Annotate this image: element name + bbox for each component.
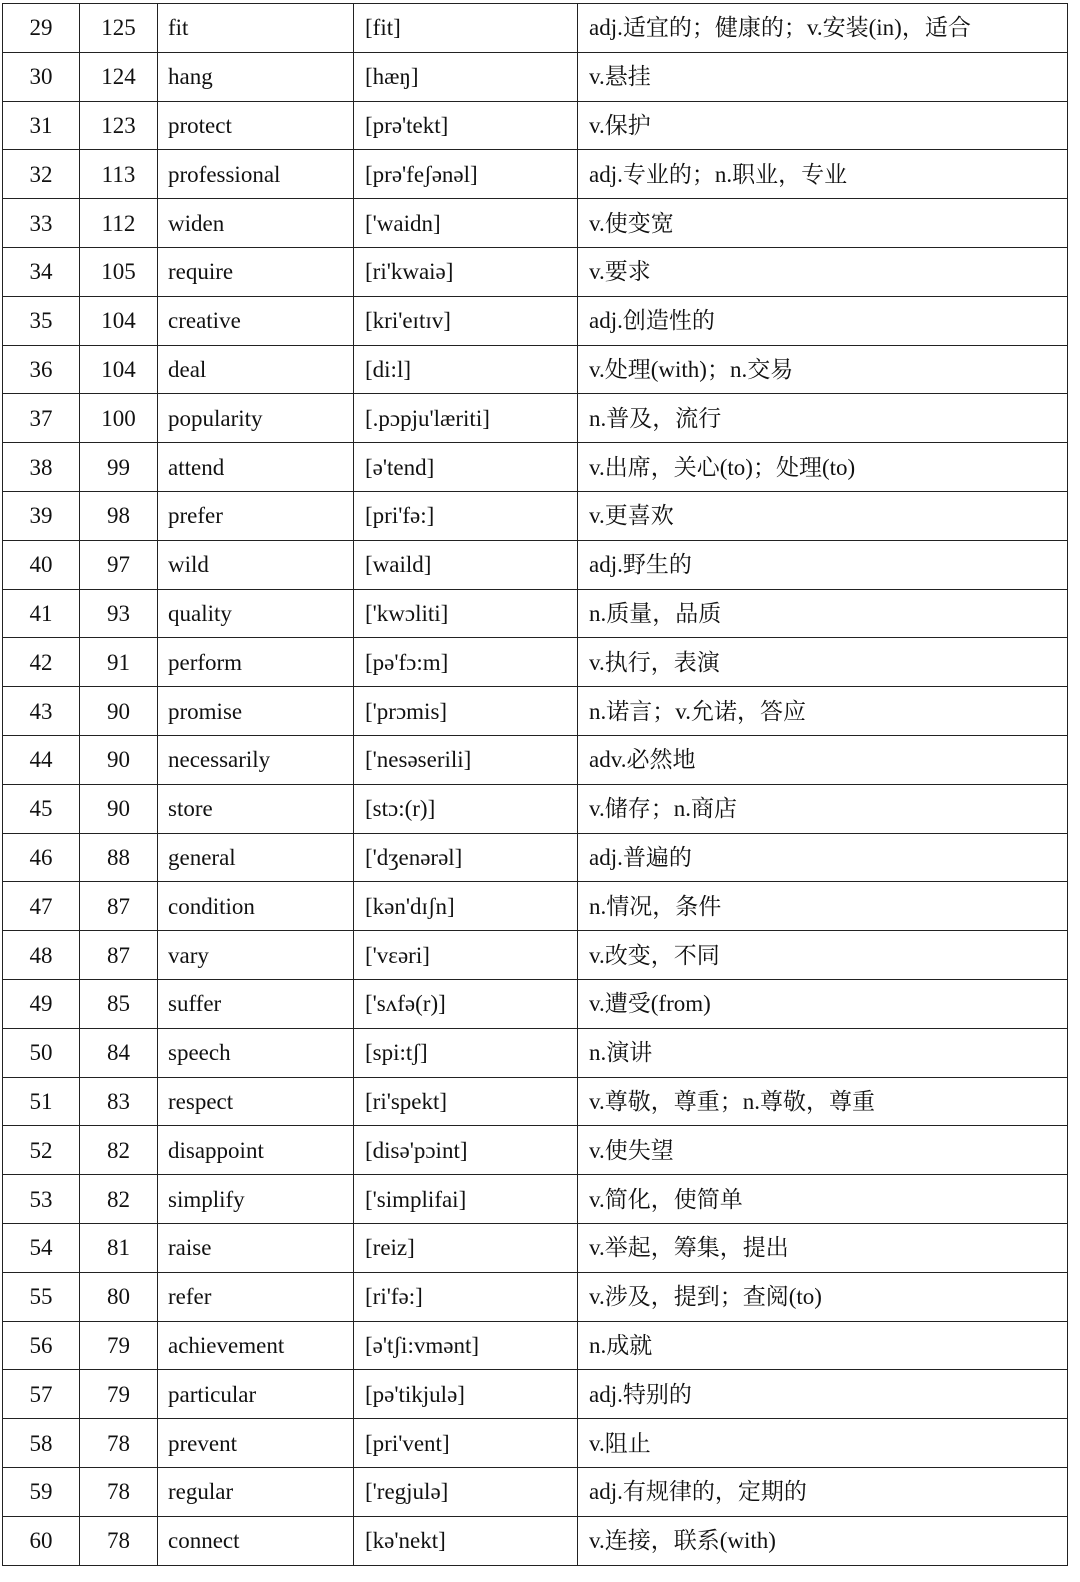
pronunciation-cell: [ə'tend]: [354, 443, 578, 492]
meaning-cell: v.尊敬，尊重；n.尊敬，尊重: [578, 1077, 1068, 1126]
word-cell: professional: [158, 150, 354, 199]
row-number-cell: 39: [3, 491, 80, 540]
meaning-cell: v.悬挂: [578, 52, 1068, 101]
row-number-cell: 43: [3, 687, 80, 736]
pronunciation-cell: [.pɔpju'læriti]: [354, 394, 578, 443]
meaning-cell: v.连接，联系(with): [578, 1516, 1068, 1565]
frequency-count-cell: 85: [80, 979, 158, 1028]
meaning-cell: v.简化，使简单: [578, 1175, 1068, 1224]
table-row: [3, 394, 1068, 443]
pronunciation-cell: [ə'tʃi:vmənt]: [354, 1321, 578, 1370]
row-number-cell: 57: [3, 1370, 80, 1419]
frequency-count-cell: 82: [80, 1126, 158, 1175]
word-cell: speech: [158, 1028, 354, 1077]
frequency-count-cell: 87: [80, 931, 158, 980]
pronunciation-cell: ['vɛəri]: [354, 931, 578, 980]
row-number-cell: 33: [3, 199, 80, 248]
frequency-count-cell: 78: [80, 1516, 158, 1565]
frequency-count-cell: 125: [80, 4, 158, 53]
table-row: [3, 1223, 1068, 1272]
frequency-count-cell: 90: [80, 735, 158, 784]
frequency-count-cell: 87: [80, 882, 158, 931]
pronunciation-cell: [spi:tʃ]: [354, 1028, 578, 1077]
frequency-count-cell: 84: [80, 1028, 158, 1077]
word-cell: particular: [158, 1370, 354, 1419]
table-row: [3, 931, 1068, 980]
word-cell: attend: [158, 443, 354, 492]
pronunciation-cell: [kri'eɪtɪv]: [354, 296, 578, 345]
row-number-cell: 50: [3, 1028, 80, 1077]
word-cell: connect: [158, 1516, 354, 1565]
frequency-count-cell: 104: [80, 345, 158, 394]
table-row: [3, 1370, 1068, 1419]
frequency-count-cell: 83: [80, 1077, 158, 1126]
word-cell: regular: [158, 1467, 354, 1516]
pronunciation-cell: ['prɔmis]: [354, 687, 578, 736]
frequency-count-cell: 79: [80, 1370, 158, 1419]
pronunciation-cell: [ri'spekt]: [354, 1077, 578, 1126]
table-row: [3, 979, 1068, 1028]
frequency-count-cell: 78: [80, 1419, 158, 1468]
meaning-cell: v.使失望: [578, 1126, 1068, 1175]
word-cell: condition: [158, 882, 354, 931]
pronunciation-cell: ['simplifai]: [354, 1175, 578, 1224]
row-number-cell: 40: [3, 540, 80, 589]
word-cell: prevent: [158, 1419, 354, 1468]
row-number-cell: 34: [3, 247, 80, 296]
meaning-cell: adj.有规律的，定期的: [578, 1467, 1068, 1516]
row-number-cell: 45: [3, 784, 80, 833]
table-row: [3, 784, 1068, 833]
pronunciation-cell: ['regjulə]: [354, 1467, 578, 1516]
row-number-cell: 35: [3, 296, 80, 345]
pronunciation-cell: [kən'dɪʃn]: [354, 882, 578, 931]
meaning-cell: n.普及，流行: [578, 394, 1068, 443]
table-row: [3, 1028, 1068, 1077]
word-cell: wild: [158, 540, 354, 589]
word-cell: simplify: [158, 1175, 354, 1224]
pronunciation-cell: ['waidn]: [354, 199, 578, 248]
frequency-count-cell: 104: [80, 296, 158, 345]
meaning-cell: v.阻止: [578, 1419, 1068, 1468]
frequency-count-cell: 88: [80, 833, 158, 882]
word-cell: require: [158, 247, 354, 296]
table-row: [3, 247, 1068, 296]
table-row: [3, 833, 1068, 882]
pronunciation-cell: [disə'pɔint]: [354, 1126, 578, 1175]
meaning-cell: v.更喜欢: [578, 491, 1068, 540]
row-number-cell: 54: [3, 1223, 80, 1272]
table-row: [3, 1175, 1068, 1224]
frequency-count-cell: 78: [80, 1467, 158, 1516]
row-number-cell: 51: [3, 1077, 80, 1126]
pronunciation-cell: [pə'fɔ:m]: [354, 638, 578, 687]
frequency-count-cell: 81: [80, 1223, 158, 1272]
table-row: [3, 150, 1068, 199]
frequency-count-cell: 93: [80, 589, 158, 638]
table-row: [3, 491, 1068, 540]
table-row: [3, 443, 1068, 492]
row-number-cell: 49: [3, 979, 80, 1028]
meaning-cell: adj.创造性的: [578, 296, 1068, 345]
table-row: [3, 101, 1068, 150]
word-cell: fit: [158, 4, 354, 53]
meaning-cell: n.诺言；v.允诺，答应: [578, 687, 1068, 736]
row-number-cell: 32: [3, 150, 80, 199]
meaning-cell: n.成就: [578, 1321, 1068, 1370]
pronunciation-cell: [kə'nekt]: [354, 1516, 578, 1565]
table-row: [3, 589, 1068, 638]
meaning-cell: adj.适宜的；健康的；v.安装(in)，适合: [578, 4, 1068, 53]
table-row: [3, 1077, 1068, 1126]
frequency-count-cell: 100: [80, 394, 158, 443]
meaning-cell: adj.特别的: [578, 1370, 1068, 1419]
word-cell: perform: [158, 638, 354, 687]
meaning-cell: v.出席，关心(to)；处理(to): [578, 443, 1068, 492]
meaning-cell: v.处理(with)；n.交易: [578, 345, 1068, 394]
pronunciation-cell: [ri'fə:]: [354, 1272, 578, 1321]
word-cell: hang: [158, 52, 354, 101]
meaning-cell: v.使变宽: [578, 199, 1068, 248]
pronunciation-cell: [pri'vent]: [354, 1419, 578, 1468]
frequency-count-cell: 90: [80, 687, 158, 736]
meaning-cell: v.举起，筹集，提出: [578, 1223, 1068, 1272]
table-row: [3, 638, 1068, 687]
word-cell: raise: [158, 1223, 354, 1272]
pronunciation-cell: [ri'kwaiə]: [354, 247, 578, 296]
meaning-cell: v.遭受(from): [578, 979, 1068, 1028]
word-cell: quality: [158, 589, 354, 638]
word-cell: suffer: [158, 979, 354, 1028]
table-row: [3, 687, 1068, 736]
meaning-cell: v.执行，表演: [578, 638, 1068, 687]
table-row: [3, 1321, 1068, 1370]
word-cell: store: [158, 784, 354, 833]
meaning-cell: n.演讲: [578, 1028, 1068, 1077]
pronunciation-cell: [pə'tikjulə]: [354, 1370, 578, 1419]
word-cell: respect: [158, 1077, 354, 1126]
word-cell: refer: [158, 1272, 354, 1321]
meaning-cell: adj.野生的: [578, 540, 1068, 589]
row-number-cell: 30: [3, 52, 80, 101]
word-cell: creative: [158, 296, 354, 345]
meaning-cell: v.改变，不同: [578, 931, 1068, 980]
row-number-cell: 36: [3, 345, 80, 394]
frequency-count-cell: 82: [80, 1175, 158, 1224]
table-row: [3, 1467, 1068, 1516]
row-number-cell: 41: [3, 589, 80, 638]
row-number-cell: 48: [3, 931, 80, 980]
frequency-count-cell: 123: [80, 101, 158, 150]
word-cell: vary: [158, 931, 354, 980]
table-row: [3, 345, 1068, 394]
table-row: [3, 540, 1068, 589]
pronunciation-cell: [di:l]: [354, 345, 578, 394]
row-number-cell: 58: [3, 1419, 80, 1468]
frequency-count-cell: 124: [80, 52, 158, 101]
row-number-cell: 38: [3, 443, 80, 492]
frequency-count-cell: 98: [80, 491, 158, 540]
word-cell: popularity: [158, 394, 354, 443]
meaning-cell: v.储存；n.商店: [578, 784, 1068, 833]
word-cell: disappoint: [158, 1126, 354, 1175]
row-number-cell: 42: [3, 638, 80, 687]
row-number-cell: 29: [3, 4, 80, 53]
meaning-cell: adv.必然地: [578, 735, 1068, 784]
pronunciation-cell: ['kwɔliti]: [354, 589, 578, 638]
pronunciation-cell: ['dʒenərəl]: [354, 833, 578, 882]
pronunciation-cell: [fit]: [354, 4, 578, 53]
pronunciation-cell: ['sʌfə(r)]: [354, 979, 578, 1028]
frequency-count-cell: 113: [80, 150, 158, 199]
frequency-count-cell: 112: [80, 199, 158, 248]
vocabulary-table: [2, 3, 1068, 1566]
meaning-cell: n.质量，品质: [578, 589, 1068, 638]
pronunciation-cell: [waild]: [354, 540, 578, 589]
row-number-cell: 59: [3, 1467, 80, 1516]
frequency-count-cell: 90: [80, 784, 158, 833]
frequency-count-cell: 79: [80, 1321, 158, 1370]
pronunciation-cell: [hæŋ]: [354, 52, 578, 101]
pronunciation-cell: [pri'fə:]: [354, 491, 578, 540]
meaning-cell: adj.专业的；n.职业，专业: [578, 150, 1068, 199]
table-row: [3, 882, 1068, 931]
row-number-cell: 60: [3, 1516, 80, 1565]
meaning-cell: adj.普遍的: [578, 833, 1068, 882]
vocabulary-table-body: [3, 4, 1068, 1566]
pronunciation-cell: [prə'tekt]: [354, 101, 578, 150]
frequency-count-cell: 99: [80, 443, 158, 492]
table-row: [3, 1516, 1068, 1565]
row-number-cell: 47: [3, 882, 80, 931]
word-cell: deal: [158, 345, 354, 394]
frequency-count-cell: 105: [80, 247, 158, 296]
word-cell: protect: [158, 101, 354, 150]
row-number-cell: 31: [3, 101, 80, 150]
row-number-cell: 56: [3, 1321, 80, 1370]
row-number-cell: 46: [3, 833, 80, 882]
word-cell: prefer: [158, 491, 354, 540]
table-row: [3, 199, 1068, 248]
pronunciation-cell: [stɔ:(r)]: [354, 784, 578, 833]
table-row: [3, 1126, 1068, 1175]
table-row: [3, 296, 1068, 345]
row-number-cell: 37: [3, 394, 80, 443]
meaning-cell: n.情况，条件: [578, 882, 1068, 931]
meaning-cell: v.涉及，提到；查阅(to): [578, 1272, 1068, 1321]
word-cell: necessarily: [158, 735, 354, 784]
row-number-cell: 53: [3, 1175, 80, 1224]
table-row: [3, 735, 1068, 784]
word-cell: general: [158, 833, 354, 882]
pronunciation-cell: ['nesəserili]: [354, 735, 578, 784]
table-row: [3, 1272, 1068, 1321]
pronunciation-cell: [reiz]: [354, 1223, 578, 1272]
frequency-count-cell: 91: [80, 638, 158, 687]
row-number-cell: 52: [3, 1126, 80, 1175]
table-row: [3, 1419, 1068, 1468]
meaning-cell: v.保护: [578, 101, 1068, 150]
word-cell: achievement: [158, 1321, 354, 1370]
meaning-cell: v.要求: [578, 247, 1068, 296]
row-number-cell: 44: [3, 735, 80, 784]
frequency-count-cell: 80: [80, 1272, 158, 1321]
pronunciation-cell: [prə'feʃənəl]: [354, 150, 578, 199]
word-cell: widen: [158, 199, 354, 248]
word-cell: promise: [158, 687, 354, 736]
row-number-cell: 55: [3, 1272, 80, 1321]
table-row: [3, 52, 1068, 101]
frequency-count-cell: 97: [80, 540, 158, 589]
table-row: [3, 4, 1068, 53]
